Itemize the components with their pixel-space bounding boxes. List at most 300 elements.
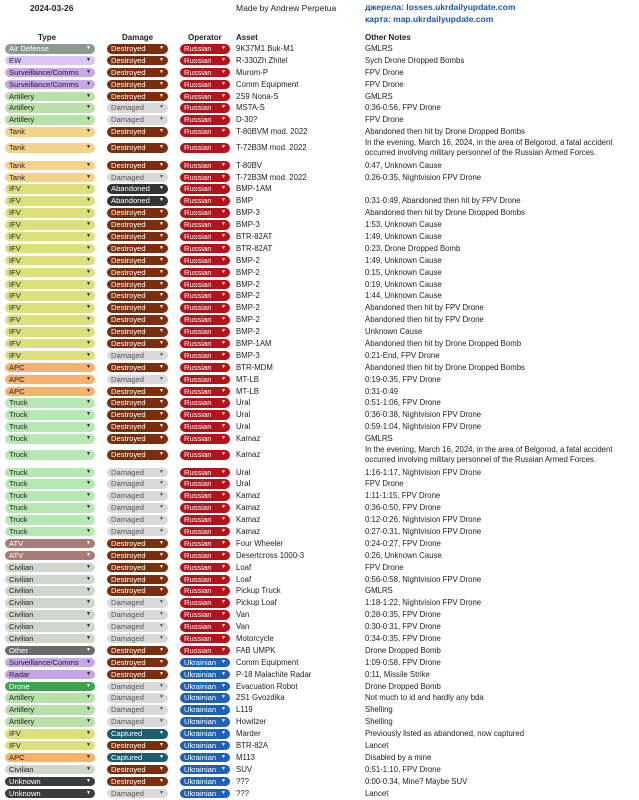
operator-select[interactable] — [180, 92, 230, 102]
type-select[interactable] — [5, 303, 95, 313]
type-select-label: Unknown — [9, 776, 41, 786]
operator-select[interactable] — [180, 303, 230, 313]
damage-select-label: Destroyed — [111, 450, 146, 459]
operator-select[interactable] — [180, 256, 230, 266]
operator-select[interactable] — [180, 646, 230, 656]
type-select[interactable] — [5, 398, 95, 408]
type-select[interactable] — [5, 705, 95, 715]
damage-select[interactable] — [107, 503, 168, 513]
asset-cell: Kamaz — [236, 450, 261, 459]
damage-select-label: Destroyed — [111, 303, 146, 313]
damage-select[interactable] — [107, 220, 168, 230]
table-row — [0, 183, 639, 195]
damage-select[interactable] — [107, 670, 168, 680]
asset-cell: Comm Equipment — [236, 79, 299, 89]
operator-select[interactable] — [180, 622, 230, 632]
operator-select[interactable] — [180, 765, 230, 775]
operator-select-label: Russian — [184, 315, 212, 325]
type-select[interactable] — [5, 434, 95, 444]
note-cell: In the evening, March 16, 2024, in the area of Belgorod, a fatal accident occurred involving military personnel of the Russian Armed Forces. — [365, 445, 613, 464]
damage-select[interactable] — [107, 563, 168, 573]
table-row — [0, 704, 639, 716]
type-select[interactable] — [5, 387, 95, 397]
asset-cell: T-80BV — [236, 160, 263, 170]
chevron-down-icon: ▼ — [221, 375, 226, 382]
type-select-label: IFV — [9, 291, 21, 301]
type-select[interactable] — [5, 468, 95, 478]
damage-select[interactable] — [107, 387, 168, 397]
operator-select[interactable] — [180, 220, 230, 230]
operator-select[interactable] — [180, 327, 230, 337]
damage-select[interactable] — [107, 551, 168, 561]
type-select-label: Civilian — [9, 598, 34, 608]
chevron-down-icon: ▼ — [221, 328, 226, 335]
type-select[interactable] — [5, 693, 95, 703]
damage-select-label: Damaged — [111, 705, 144, 715]
type-select[interactable] — [5, 375, 95, 385]
type-select[interactable] — [5, 789, 95, 799]
operator-select[interactable] — [180, 161, 230, 171]
type-select[interactable] — [5, 634, 95, 644]
type-select[interactable] — [5, 717, 95, 727]
operator-select[interactable] — [180, 184, 230, 194]
operator-select[interactable] — [180, 563, 230, 573]
damage-select[interactable] — [107, 303, 168, 313]
damage-select[interactable] — [107, 450, 168, 460]
damage-select[interactable] — [107, 327, 168, 337]
damage-select-label: Destroyed — [111, 776, 146, 786]
damage-select[interactable] — [107, 717, 168, 727]
type-select[interactable] — [5, 479, 95, 489]
damage-select[interactable] — [107, 539, 168, 549]
chevron-down-icon: ▼ — [86, 599, 91, 606]
damage-select-label: Captured — [111, 729, 143, 739]
table-row — [0, 669, 639, 681]
damage-select[interactable] — [107, 682, 168, 692]
operator-select-label: Russian — [184, 231, 212, 241]
note-cell: Shelling — [365, 717, 393, 727]
operator-select[interactable] — [180, 753, 230, 763]
chevron-down-icon: ▼ — [159, 328, 164, 335]
damage-select[interactable] — [107, 351, 168, 361]
damage-select[interactable] — [107, 658, 168, 668]
note-cell: Shelling — [365, 705, 393, 715]
operator-select[interactable] — [180, 127, 230, 137]
chevron-down-icon: ▼ — [86, 256, 91, 263]
note-cell: Abandoned then hit by Drone Dropped Bombs — [365, 127, 525, 137]
damage-select[interactable] — [107, 422, 168, 432]
damage-select[interactable] — [107, 705, 168, 715]
chevron-down-icon: ▼ — [159, 197, 164, 204]
operator-select[interactable] — [180, 115, 230, 125]
damage-select[interactable] — [107, 575, 168, 585]
chevron-down-icon: ▼ — [159, 161, 164, 168]
operator-select[interactable] — [180, 479, 230, 489]
type-select[interactable] — [5, 753, 95, 763]
type-select[interactable] — [5, 173, 95, 183]
chevron-down-icon: ▼ — [86, 144, 91, 151]
damage-select[interactable] — [107, 268, 168, 278]
type-select[interactable] — [5, 646, 95, 656]
damage-select-label: Destroyed — [111, 143, 146, 153]
note-cell: 0:30-0:31, FPV Drone — [365, 622, 441, 632]
type-select[interactable] — [5, 351, 95, 361]
damage-select[interactable] — [107, 410, 168, 420]
chevron-down-icon: ▼ — [221, 516, 226, 523]
type-select[interactable] — [5, 184, 95, 194]
operator-select[interactable] — [180, 705, 230, 715]
type-select[interactable] — [5, 327, 95, 337]
asset-cell: R-330Zh Zhitel — [236, 55, 288, 65]
chevron-down-icon: ▼ — [221, 563, 226, 570]
type-select[interactable] — [5, 92, 95, 102]
damage-select[interactable] — [107, 646, 168, 656]
chevron-down-icon: ▼ — [86, 753, 91, 760]
chevron-down-icon: ▼ — [159, 316, 164, 323]
type-select[interactable] — [5, 196, 95, 206]
operator-select-label: Russian — [184, 143, 212, 153]
operator-select[interactable] — [180, 315, 230, 325]
operator-select[interactable] — [180, 291, 230, 301]
damage-select[interactable] — [107, 280, 168, 290]
chevron-down-icon: ▼ — [159, 256, 164, 263]
damage-select[interactable] — [107, 527, 168, 537]
type-select-label: IFV — [9, 315, 21, 325]
note-cell: 1:18-1:22, Nightvision FPV Drone — [365, 598, 482, 608]
table-row — [0, 338, 639, 350]
damage-select[interactable] — [107, 196, 168, 206]
damage-select[interactable] — [107, 232, 168, 242]
damage-select[interactable] — [107, 68, 168, 78]
operator-select[interactable] — [180, 717, 230, 727]
damage-select[interactable] — [107, 363, 168, 373]
damage-select[interactable] — [107, 634, 168, 644]
chevron-down-icon: ▼ — [159, 116, 164, 123]
type-select[interactable] — [5, 682, 95, 692]
type-select[interactable] — [5, 658, 95, 668]
operator-select[interactable] — [180, 515, 230, 525]
damage-select[interactable] — [107, 80, 168, 90]
operator-select[interactable] — [180, 539, 230, 549]
type-select[interactable] — [5, 80, 95, 90]
type-select[interactable] — [5, 670, 95, 680]
type-select[interactable] — [5, 143, 95, 153]
operator-select[interactable] — [180, 398, 230, 408]
operator-select[interactable] — [180, 143, 230, 153]
operator-select[interactable] — [180, 670, 230, 680]
operator-select[interactable] — [180, 422, 230, 432]
note-cell: 1:11-1:15, FPV Drone — [365, 491, 441, 501]
type-select[interactable] — [5, 575, 95, 585]
operator-select[interactable] — [180, 363, 230, 373]
chevron-down-icon: ▼ — [221, 468, 226, 475]
type-select[interactable] — [5, 315, 95, 325]
note-cell: GMLRS — [365, 91, 393, 101]
damage-select[interactable] — [107, 479, 168, 489]
type-select[interactable] — [5, 291, 95, 301]
damage-select[interactable] — [107, 468, 168, 478]
author-credit: Made by Andrew Perpetua — [236, 3, 337, 13]
table-row — [0, 126, 639, 138]
type-select[interactable] — [5, 127, 95, 137]
operator-select-label: Russian — [184, 338, 212, 348]
type-select[interactable] — [5, 598, 95, 608]
table-row — [0, 55, 639, 67]
type-select[interactable] — [5, 515, 95, 525]
chevron-down-icon: ▼ — [159, 527, 164, 534]
type-select[interactable] — [5, 539, 95, 549]
damage-select[interactable] — [107, 693, 168, 703]
chevron-down-icon: ▼ — [221, 363, 226, 370]
damage-select[interactable] — [107, 44, 168, 54]
damage-select[interactable] — [107, 729, 168, 739]
damage-select[interactable] — [107, 598, 168, 608]
type-select[interactable] — [5, 610, 95, 620]
operator-select[interactable] — [180, 468, 230, 478]
losses-table — [0, 43, 639, 799]
damage-select[interactable] — [107, 741, 168, 751]
table-row — [0, 243, 639, 255]
type-select[interactable] — [5, 232, 95, 242]
chevron-down-icon: ▼ — [159, 451, 164, 457]
operator-select[interactable] — [180, 586, 230, 596]
chevron-down-icon: ▼ — [86, 777, 91, 784]
type-select[interactable] — [5, 363, 95, 373]
type-select[interactable] — [5, 503, 95, 513]
damage-select[interactable] — [107, 434, 168, 444]
type-select[interactable] — [5, 777, 95, 787]
type-select[interactable] — [5, 622, 95, 632]
type-select[interactable] — [5, 410, 95, 420]
type-select[interactable] — [5, 741, 95, 751]
operator-select-label: Russian — [184, 196, 212, 206]
type-select-label: Artillery — [9, 91, 35, 101]
type-select[interactable] — [5, 450, 95, 460]
damage-select[interactable] — [107, 184, 168, 194]
damage-select[interactable] — [107, 161, 168, 171]
damage-select[interactable] — [107, 515, 168, 525]
chevron-down-icon: ▼ — [86, 563, 91, 570]
damage-select[interactable] — [107, 92, 168, 102]
type-select[interactable] — [5, 256, 95, 266]
type-select-label: IFV — [9, 255, 21, 265]
chevron-down-icon: ▼ — [221, 316, 226, 323]
chevron-down-icon: ▼ — [86, 197, 91, 204]
table-row — [0, 314, 639, 326]
type-select[interactable] — [5, 422, 95, 432]
type-select[interactable] — [5, 339, 95, 349]
table-row — [0, 386, 639, 398]
operator-select[interactable] — [180, 658, 230, 668]
operator-select[interactable] — [180, 68, 230, 78]
asset-cell: Ural — [236, 398, 251, 408]
col-operator: Operator — [188, 33, 222, 42]
damage-select[interactable] — [107, 291, 168, 301]
operator-select[interactable] — [180, 280, 230, 290]
table-row — [0, 290, 639, 302]
type-select[interactable] — [5, 765, 95, 775]
operator-select[interactable] — [180, 741, 230, 751]
operator-select[interactable] — [180, 434, 230, 444]
chevron-down-icon: ▼ — [221, 551, 226, 558]
chevron-down-icon: ▼ — [86, 363, 91, 370]
operator-select[interactable] — [180, 196, 230, 206]
type-select[interactable] — [5, 729, 95, 739]
chevron-down-icon: ▼ — [159, 694, 164, 701]
chevron-down-icon: ▼ — [159, 516, 164, 523]
damage-select-label: Destroyed — [111, 538, 146, 548]
table-row — [0, 752, 639, 764]
operator-select-label: Ukrainian — [184, 729, 217, 739]
operator-select-label: Ukrainian — [184, 740, 217, 750]
operator-select[interactable] — [180, 598, 230, 608]
note-cell: Sych Drone Dropped Bombs — [365, 55, 465, 65]
note-cell: GMLRS — [365, 44, 393, 53]
chevron-down-icon: ▼ — [221, 694, 226, 701]
operator-select-label: Russian — [184, 208, 212, 218]
damage-select[interactable] — [107, 622, 168, 632]
operator-select[interactable] — [180, 103, 230, 113]
type-select-label: IFV — [9, 231, 21, 241]
damage-select[interactable] — [107, 115, 168, 125]
damage-select[interactable] — [107, 56, 168, 66]
operator-select[interactable] — [180, 634, 230, 644]
chevron-down-icon: ▼ — [221, 451, 226, 457]
damage-select[interactable] — [107, 127, 168, 137]
operator-select[interactable] — [180, 491, 230, 501]
type-select[interactable] — [5, 56, 95, 66]
operator-select[interactable] — [180, 789, 230, 799]
chevron-down-icon: ▼ — [159, 646, 164, 653]
damage-select-label: Damaged — [111, 633, 144, 643]
chevron-down-icon: ▼ — [86, 185, 91, 192]
chevron-down-icon: ▼ — [221, 753, 226, 760]
type-select[interactable] — [5, 44, 95, 54]
chevron-down-icon: ▼ — [159, 411, 164, 418]
map-link[interactable]: карта: map.ukrdailyupdate.com — [365, 14, 494, 24]
damage-select[interactable] — [107, 765, 168, 775]
operator-select[interactable] — [180, 575, 230, 585]
table-row — [0, 597, 639, 609]
operator-select[interactable] — [180, 173, 230, 183]
type-select[interactable] — [5, 68, 95, 78]
note-cell: Abandoned then hit by Drone Dropped Bomb — [365, 338, 522, 348]
operator-select[interactable] — [180, 410, 230, 420]
type-select[interactable] — [5, 220, 95, 230]
operator-select[interactable] — [180, 527, 230, 537]
note-cell: 0:51-1:06, FPV Drone — [365, 398, 441, 408]
operator-select[interactable] — [180, 208, 230, 218]
operator-select-label: Russian — [184, 503, 212, 513]
chevron-down-icon: ▼ — [159, 765, 164, 772]
operator-select[interactable] — [180, 351, 230, 361]
type-select[interactable] — [5, 527, 95, 537]
type-select-label: Surveillance/Comms — [9, 79, 79, 89]
table-row — [0, 633, 639, 645]
type-select[interactable] — [5, 161, 95, 171]
type-select[interactable] — [5, 103, 95, 113]
type-select-label: Artillery — [9, 717, 35, 727]
chevron-down-icon: ▼ — [221, 80, 226, 87]
operator-select[interactable] — [180, 387, 230, 397]
operator-select[interactable] — [180, 729, 230, 739]
report-date: 2024-03-26 — [30, 3, 74, 13]
note-cell: 1:44, Unknown Cause — [365, 291, 442, 301]
type-select[interactable] — [5, 491, 95, 501]
table-row — [0, 91, 639, 103]
note-cell: 0:26-0:35, Nightvision FPV Drone — [365, 172, 482, 182]
type-select[interactable] — [5, 563, 95, 573]
damage-select[interactable] — [107, 315, 168, 325]
type-select[interactable] — [5, 244, 95, 254]
page-header — [0, 0, 639, 28]
type-select[interactable] — [5, 586, 95, 596]
operator-select[interactable] — [180, 375, 230, 385]
operator-select[interactable] — [180, 693, 230, 703]
damage-select[interactable] — [107, 491, 168, 501]
damage-select[interactable] — [107, 375, 168, 385]
type-select-label: IFV — [9, 338, 21, 348]
damage-select[interactable] — [107, 789, 168, 799]
chevron-down-icon: ▼ — [86, 292, 91, 299]
damage-select[interactable] — [107, 777, 168, 787]
damage-select[interactable] — [107, 753, 168, 763]
type-select[interactable] — [5, 268, 95, 278]
operator-select[interactable] — [180, 232, 230, 242]
operator-select[interactable] — [180, 551, 230, 561]
type-select[interactable] — [5, 551, 95, 561]
damage-select[interactable] — [107, 208, 168, 218]
operator-select[interactable] — [180, 268, 230, 278]
asset-cell: Comm Equipment — [236, 657, 299, 667]
chevron-down-icon: ▼ — [221, 104, 226, 111]
damage-select[interactable] — [107, 173, 168, 183]
chevron-down-icon: ▼ — [221, 116, 226, 123]
operator-select[interactable] — [180, 44, 230, 54]
damage-select[interactable] — [107, 244, 168, 254]
operator-select[interactable] — [180, 80, 230, 90]
operator-select-label: Ukrainian — [184, 705, 217, 715]
chevron-down-icon: ▼ — [159, 80, 164, 87]
operator-select[interactable] — [180, 503, 230, 513]
operator-select-label: Russian — [184, 491, 212, 501]
damage-select[interactable] — [107, 586, 168, 596]
damage-select[interactable] — [107, 610, 168, 620]
type-select[interactable] — [5, 208, 95, 218]
damage-select[interactable] — [107, 398, 168, 408]
operator-select-label: Russian — [184, 526, 212, 536]
damage-select[interactable] — [107, 143, 168, 153]
operator-select[interactable] — [180, 56, 230, 66]
damage-select[interactable] — [107, 339, 168, 349]
operator-select[interactable] — [180, 682, 230, 692]
chevron-down-icon: ▼ — [159, 670, 164, 677]
operator-select[interactable] — [180, 339, 230, 349]
type-select[interactable] — [5, 280, 95, 290]
source-link[interactable]: джерела: losses.ukrdailyupdate.com — [365, 2, 516, 12]
operator-select[interactable] — [180, 777, 230, 787]
chevron-down-icon: ▼ — [159, 339, 164, 346]
damage-select[interactable] — [107, 256, 168, 266]
type-select-label: Unknown — [9, 788, 41, 798]
chevron-down-icon: ▼ — [86, 351, 91, 358]
type-select[interactable] — [5, 115, 95, 125]
chevron-down-icon: ▼ — [221, 435, 226, 442]
operator-select[interactable] — [180, 244, 230, 254]
operator-select[interactable] — [180, 450, 230, 460]
damage-select[interactable] — [107, 103, 168, 113]
operator-select[interactable] — [180, 610, 230, 620]
